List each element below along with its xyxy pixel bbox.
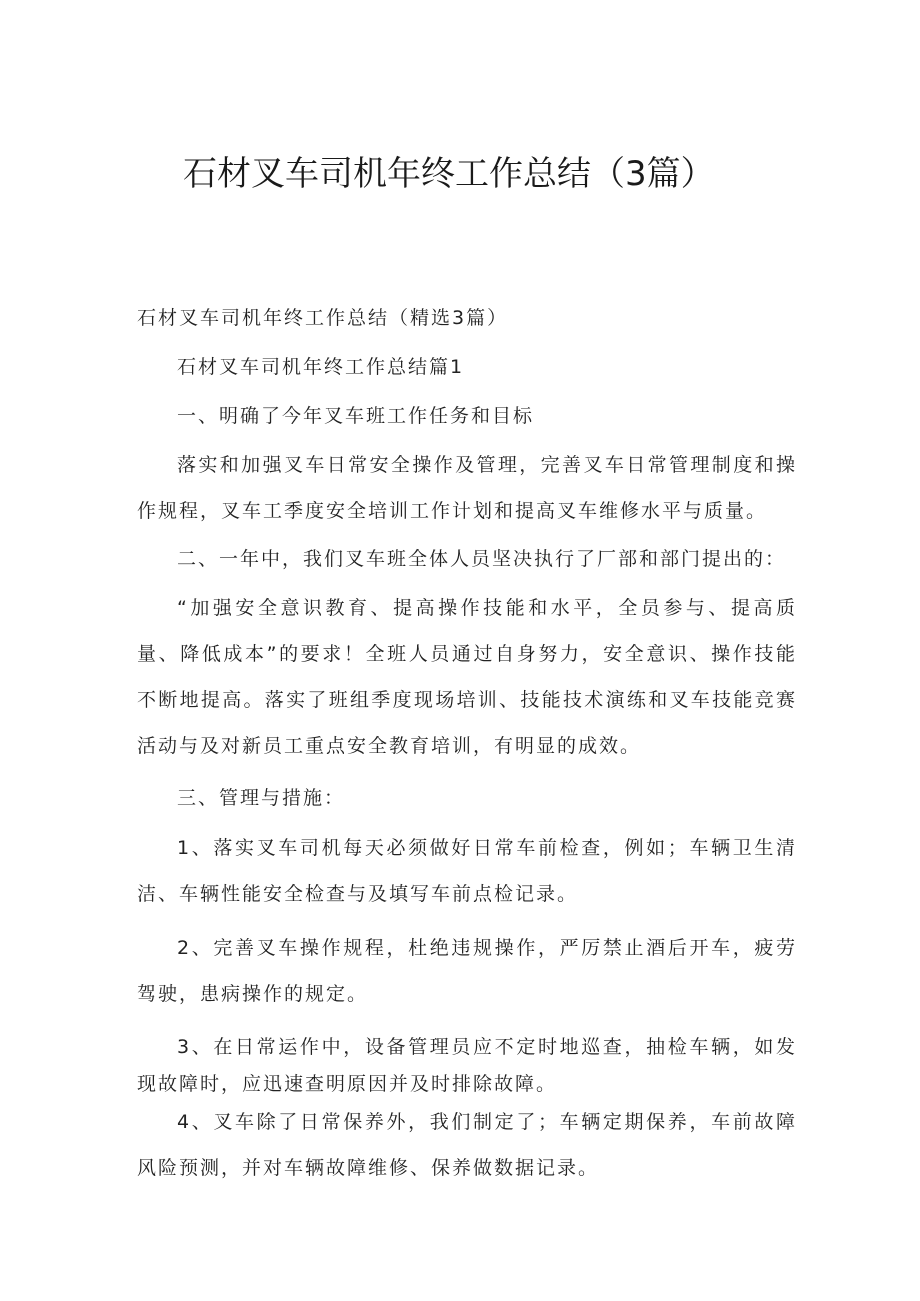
- document-subtitle: 石材叉车司机年终工作总结（精选3篇）: [137, 307, 509, 329]
- paragraph-measure-4: 4、叉车除了日常保养外，我们制定了；车辆定期保养，车前故障风险预测，并对车辆故障维修、保养做数据记录。: [137, 1111, 797, 1179]
- paragraph-point-three: 三、管理与措施：: [177, 787, 346, 809]
- section-heading: 石材叉车司机年终工作总结篇1: [177, 356, 465, 378]
- paragraph-measure-1: 1、落实叉车司机每天必须做好日常车前检查，例如；车辆卫生清洁、车辆性能安全检查与及填写车前点检记录。: [137, 837, 797, 905]
- paragraph-point-two: 二、一年中，我们叉车班全体人员坚决执行了厂部和部门提出的：: [177, 548, 787, 570]
- paragraph-requirements: “加强安全意识教育、提高操作技能和水平，全员参与、提高质量、降低成本”的要求！全班人员通过自身努力，安全意识、操作技能不断地提高。落实了班组季度现场培训、技能技术演练和叉车技能竞赛活动与及对新员工重点安全教育培训，有明显的成效。: [137, 597, 797, 757]
- paragraph-point-one: 一、明确了今年叉车班工作任务和目标: [177, 405, 535, 427]
- paragraph-measure-3: 3、在日常运作中，设备管理员应不定时地巡查，抽检车辆，如发现故障时，应迅速查明原因并及时排除故障。: [137, 1036, 797, 1095]
- document-title: 石材叉车司机年终工作总结（3篇）: [183, 154, 715, 194]
- paragraph-measure-2: 2、完善叉车操作规程，杜绝违规操作，严厉禁止酒后开车，疲劳驾驶，患病操作的规定。: [137, 937, 797, 1005]
- paragraph-safety-management: 落实和加强叉车日常安全操作及管理，完善叉车日常管理制度和操作规程，叉车工季度安全培训工作计划和提高叉车维修水平与质量。: [137, 454, 797, 522]
